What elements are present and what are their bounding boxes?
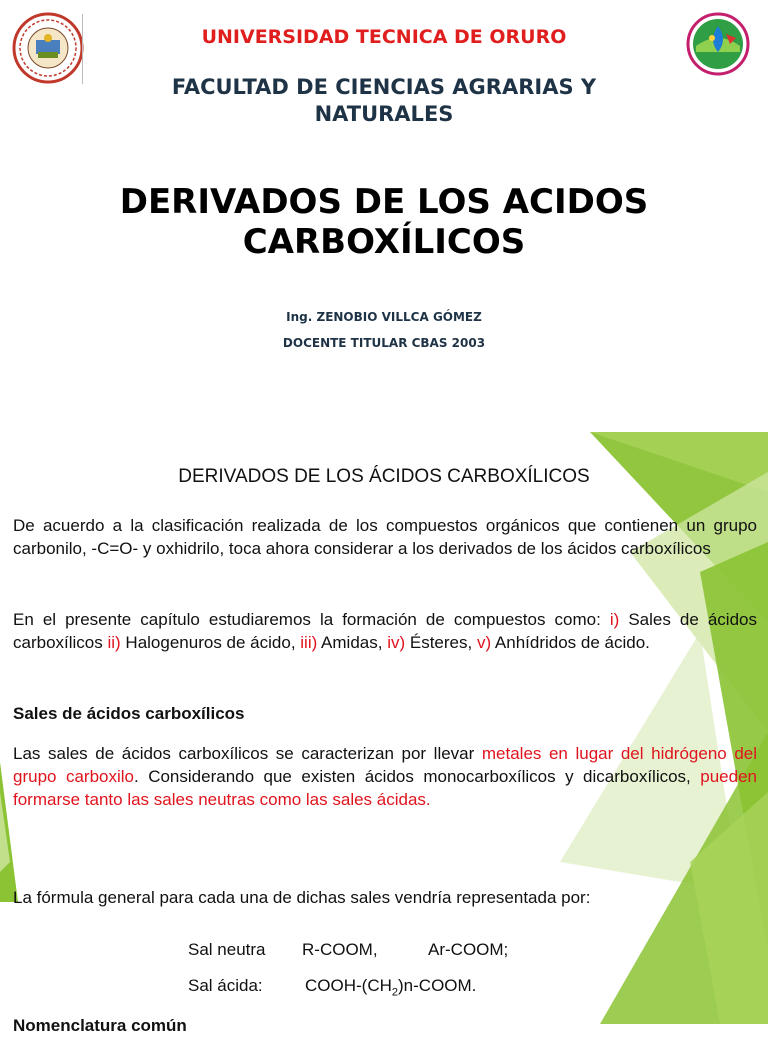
item-ii: Halogenuros de ácido, [120, 633, 301, 652]
title-line-1: DERIVADOS DE LOS ACIDOS [119, 182, 649, 222]
formula-neutral-1: R-COOM, [302, 940, 378, 959]
marker-iv: iv) [387, 633, 406, 652]
faculty-name [100, 74, 668, 128]
content-heading: DERIVADOS DE LOS ÁCIDOS CARBOXÍLICOS [178, 466, 590, 487]
marker-i: i) [609, 610, 620, 629]
item-iv: Ésteres, [405, 633, 477, 652]
formula-row-neutral [188, 938, 588, 961]
formula-label-neutral: Sal neutra [188, 940, 266, 959]
presentation-title [40, 182, 728, 262]
item-v: Anhídridos de ácido. [491, 633, 650, 652]
paragraph-intro: De acuerdo a la clasificación realizada de los compuestos orgánicos que contienen un grupo carbonilo, -C=O- y oxhidrilo, toca ahora considerar a los derivados de los ácidos carboxílicos [13, 516, 757, 558]
salts-text-2: . Considerando que existen ácidos monocarboxílicos y dicarboxílicos, [134, 767, 701, 786]
scope-intro: En el presente capítulo estudiaremos la formación de compuestos como: [13, 610, 610, 629]
university-name: UNIVERSIDAD TECNICA DE ORURO [201, 26, 567, 48]
content-slide [0, 432, 768, 1035]
university-seal-logo [12, 12, 84, 84]
next-heading-cutoff: Nomenclatura común [13, 1016, 187, 1035]
formula-acid-post: )n-COOM. [398, 976, 477, 995]
marker-iii: iii) [300, 633, 318, 652]
paragraph-salts [13, 742, 757, 811]
marker-ii: ii) [107, 633, 121, 652]
faculty-logo [686, 12, 750, 76]
author-name: Ing. ZENOBIO VILLCA GÓMEZ [286, 310, 482, 324]
marker-v: v) [476, 633, 492, 652]
formula-acid-subscript: 2 [391, 986, 399, 999]
title-slide [0, 0, 768, 432]
paragraph-chapter-scope [13, 608, 757, 654]
author-role: DOCENTE TITULAR CBAS 2003 [282, 336, 486, 350]
formula-label-acid: Sal ácida: [188, 976, 263, 995]
formula-acid-pre: COOH-(CH [305, 976, 392, 995]
salts-highlight-2: pueden formarse tanto las sales neutras como las sales ácidas. [13, 767, 757, 809]
item-i: Sales de ácidos carboxílicos [13, 610, 757, 652]
item-iii: Amidas, [317, 633, 388, 652]
formula-row-acid [188, 974, 588, 1004]
author-block [100, 304, 668, 356]
faculty-line-2: NATURALES [314, 102, 454, 126]
salts-text-1: Las sales de ácidos carboxílicos se caracterizan por llevar [13, 744, 482, 763]
title-line-2: CARBOXÍLICOS [242, 222, 526, 262]
faculty-line-1: FACULTAD DE CIENCIAS AGRARIAS Y [171, 75, 597, 99]
salts-highlight-1: metales en lugar del hidrógeno del grupo carboxilo [13, 744, 758, 786]
logo-divider [82, 14, 83, 84]
formula-neutral-2: Ar-COOM; [428, 940, 509, 959]
formula-intro: La fórmula general para cada una de dichas sales vendría representada por: [13, 888, 591, 907]
subheading-salts: Sales de ácidos carboxílicos [13, 704, 245, 723]
